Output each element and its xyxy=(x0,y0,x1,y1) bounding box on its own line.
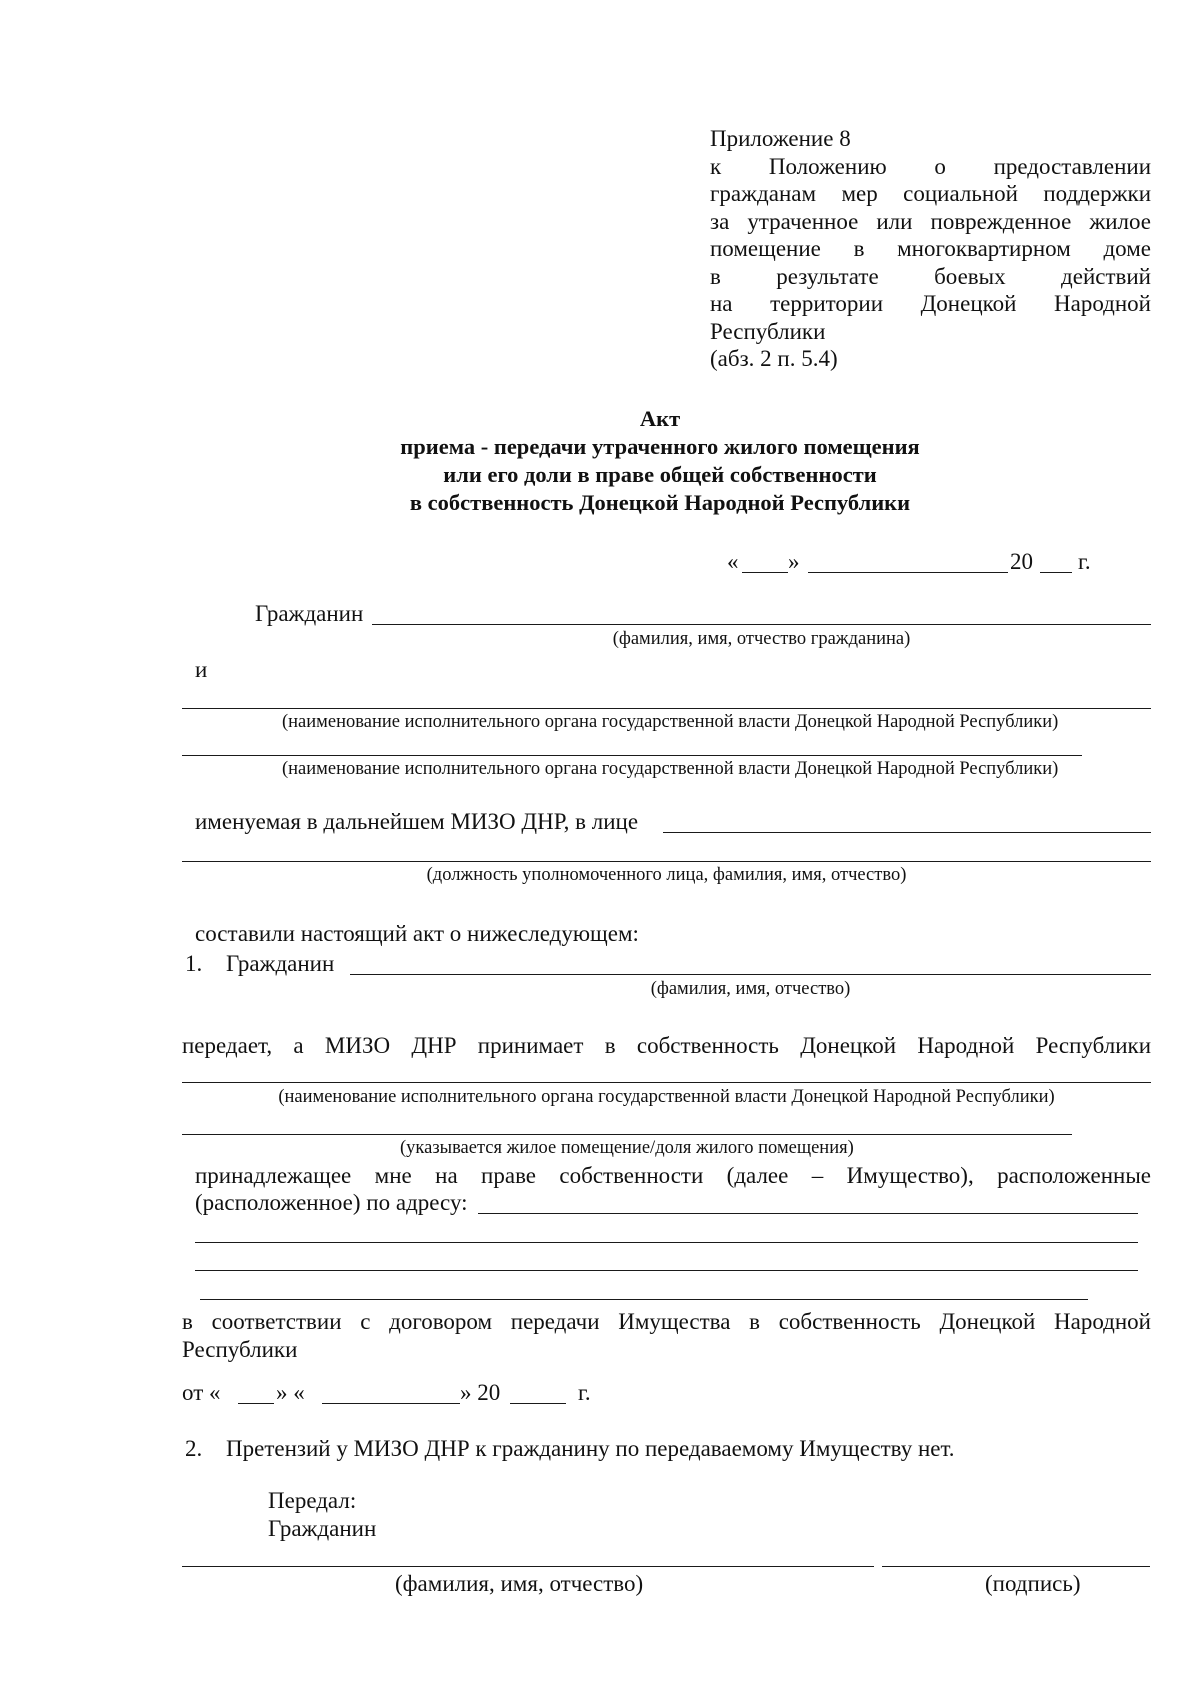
citizen-caption: (фамилия, имя, отчество гражданина) xyxy=(612,629,911,649)
appendix-line: (абз. 2 п. 5.4) xyxy=(710,346,838,371)
organ-blank-2 xyxy=(182,755,1082,756)
document-title xyxy=(300,405,1020,517)
appendix-line: гражданам мер социальной поддержки xyxy=(710,181,1151,206)
citizen-label: Гражданин xyxy=(255,601,364,626)
and-label: и xyxy=(195,657,208,682)
appendix-line: Приложение 8 xyxy=(710,126,851,151)
from-mid: » « xyxy=(276,1380,305,1405)
appendix-line: на территории Донецкой Народной xyxy=(710,291,1151,316)
item1-name-blank xyxy=(350,974,1151,975)
item2-text: Претензий у МИЗО ДНР к гражданину по передаваемому Имуществу нет. xyxy=(226,1436,955,1461)
organ-caption-1: (наименование исполнительного органа государственной власти Донецкой Народной Республики) xyxy=(282,712,1059,732)
date-open-quote: « xyxy=(727,549,739,574)
from-day-blank xyxy=(238,1403,274,1404)
citizen-name-blank xyxy=(372,624,1151,625)
signature-name-blank xyxy=(182,1566,874,1567)
item1-label: Гражданин xyxy=(226,951,335,976)
accordance-line-1: в соответствии с договором передачи Имущества в собственность Донецкой Народной xyxy=(182,1309,1151,1334)
property-blank xyxy=(182,1134,1072,1135)
signature-sign-caption: (подпись) xyxy=(985,1571,1081,1596)
from-month-blank xyxy=(322,1403,460,1404)
item1-number: 1. xyxy=(185,951,203,976)
title-line: приема - передачи утраченного жилого помещения xyxy=(400,434,920,459)
date-year-suffix: г. xyxy=(1078,549,1091,574)
transferred-label: Передал: xyxy=(268,1488,357,1513)
organ-blank-1 xyxy=(182,708,1151,709)
compiled-text: составили настоящий акт о нижеследующем: xyxy=(195,921,639,946)
title-line: или его доли в праве общей собственности xyxy=(443,462,877,487)
date-century: 20 xyxy=(1010,549,1033,574)
organ-blank-3 xyxy=(182,1082,1151,1083)
appendix-line: за утраченное или поврежденное жилое xyxy=(710,208,1151,234)
appendix-block xyxy=(710,125,1151,373)
official-caption: (должность уполномоченного лица, фамилия, имя, отчество) xyxy=(426,865,907,885)
address-blank-2 xyxy=(195,1242,1138,1243)
date-month-blank xyxy=(808,572,1008,573)
date-day-blank xyxy=(742,572,788,573)
from-year-suffix: г. xyxy=(578,1380,591,1405)
named-label: именуемая в дальнейшем МИЗО ДНР, в лице xyxy=(195,809,639,834)
address-blank-3 xyxy=(195,1270,1138,1271)
title-line: в собственность Донецкой Народной Республики xyxy=(409,490,911,515)
from-year-blank xyxy=(510,1403,566,1404)
from-century: » 20 xyxy=(460,1380,501,1405)
address-blank-4 xyxy=(200,1299,1088,1300)
date-year-blank xyxy=(1040,572,1072,573)
signature-sign-blank xyxy=(882,1566,1150,1567)
appendix-line: в результате боевых действий xyxy=(710,263,1151,289)
property-caption: (указывается жилое помещение/доля жилого помещения) xyxy=(400,1138,854,1158)
official-blank xyxy=(663,832,1151,833)
official-blank-2 xyxy=(182,861,1151,862)
organ-caption-2: (наименование исполнительного органа государственной власти Донецкой Народной Республики) xyxy=(282,759,1059,779)
address-blank-1 xyxy=(478,1213,1138,1214)
accordance-line-2: Республики xyxy=(182,1337,298,1362)
appendix-line: Республики xyxy=(710,318,826,344)
from-label: от « xyxy=(182,1380,221,1405)
date-close-quote: » xyxy=(788,549,800,574)
appendix-line: к Положению о предоставлении xyxy=(710,153,1151,179)
organ-caption-3: (наименование исполнительного органа государственной власти Донецкой Народной Республики) xyxy=(278,1087,1055,1107)
appendix-line: помещение в многоквартирном доме xyxy=(710,236,1151,261)
signature-citizen-label: Гражданин xyxy=(268,1516,377,1541)
signature-name-caption: (фамилия, имя, отчество) xyxy=(395,1571,644,1596)
owned-line-1: принадлежащее мне на праве собственности (далее – Имущество), расположенные xyxy=(195,1163,1151,1188)
item1-caption: (фамилия, имя, отчество) xyxy=(650,979,851,999)
title-line: Акт xyxy=(639,406,681,431)
owned-line-2: (расположенное) по адресу: xyxy=(195,1190,468,1215)
item2-number: 2. xyxy=(185,1436,203,1461)
transfers-text: передает, а МИЗО ДНР принимает в собственность Донецкой Народной Республики xyxy=(182,1033,1151,1058)
